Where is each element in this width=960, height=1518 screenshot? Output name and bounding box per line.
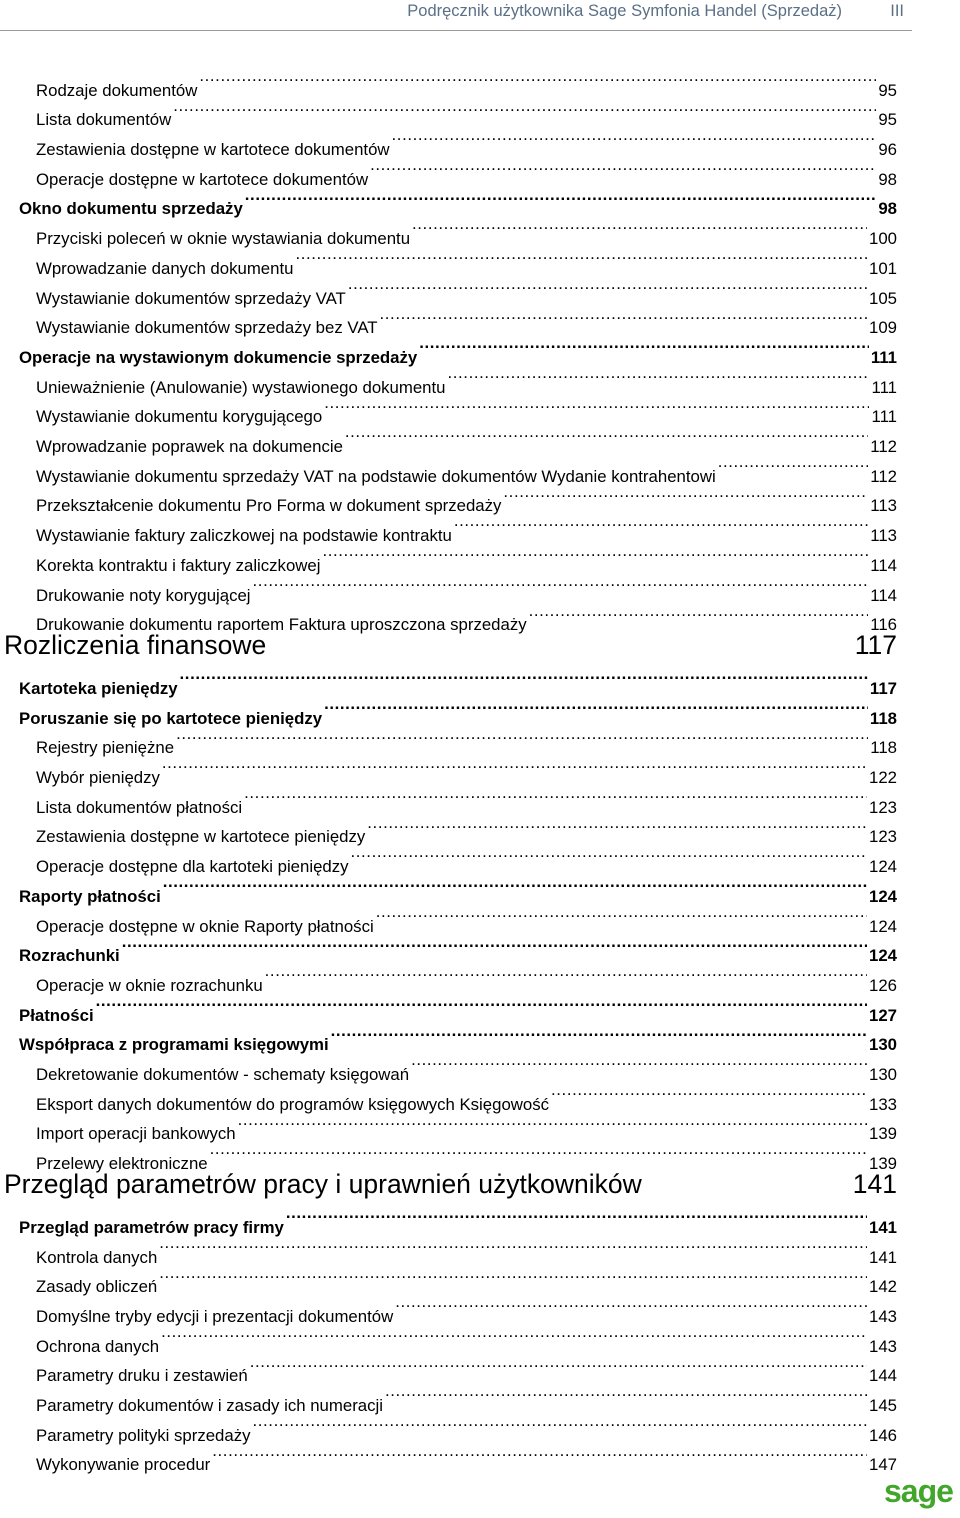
dot-leader (122, 932, 867, 962)
toc-entry-page: 109 (869, 318, 897, 338)
toc-entry-title: Rozrachunki (19, 946, 120, 966)
toc-subsection[interactable] (36, 753, 897, 788)
toc-entry-page: 118 (870, 738, 897, 758)
toc-entry-page: 130 (869, 1035, 897, 1055)
toc-subsection[interactable] (36, 571, 897, 605)
toc-entry-page: 124 (869, 857, 897, 877)
toc-subsection[interactable] (36, 1441, 897, 1475)
dot-leader (250, 1352, 867, 1382)
toc-subsection[interactable] (36, 512, 897, 546)
toc-entry-title: Wprowadzanie poprawek na dokumencie (36, 437, 343, 457)
toc-subsection[interactable] (36, 1411, 897, 1445)
toc-entry-page: 95 (878, 80, 897, 100)
dot-leader (253, 571, 869, 601)
toc-entry-title: Przyciski poleceń w oknie wystawiania dokumentu (36, 229, 411, 249)
dot-leader (351, 843, 867, 873)
toc-entry-title: Drukowanie noty korygującej (36, 585, 251, 605)
dot-leader (322, 541, 868, 571)
toc-section[interactable] (19, 991, 897, 1025)
dot-leader (551, 1080, 867, 1110)
toc-subsection[interactable] (36, 125, 897, 160)
toc-subsection[interactable] (36, 1263, 897, 1297)
toc-entry-title: Wykonywanie procedur (36, 1455, 211, 1475)
toc-entry-page: 146 (869, 1425, 897, 1445)
dot-leader (286, 1203, 867, 1233)
toc-subsection[interactable] (36, 274, 897, 308)
toc-entry-title: Parametry polityki sprzedaży (36, 1425, 251, 1445)
toc-subsection[interactable] (36, 482, 897, 516)
toc-subsection[interactable] (36, 783, 897, 817)
toc-section[interactable] (19, 664, 897, 698)
toc-entry-title: Wybór pieniędzy (36, 768, 160, 788)
toc-entry-page: 130 (869, 1065, 897, 1085)
toc-entry-title: Współpraca z programami księgowymi (19, 1035, 329, 1055)
toc-entry-title: Operacje dostępne w oknie Raporty płatności (36, 916, 374, 936)
toc-entry-page: 143 (869, 1306, 897, 1326)
toc-chapter[interactable] (4, 624, 897, 666)
toc-subsection[interactable] (36, 1050, 897, 1085)
dot-leader (370, 155, 876, 185)
toc-entry-title: Raporty płatności (19, 886, 161, 906)
toc-entry-page: 143 (869, 1336, 897, 1356)
sage-logo-text: sage (884, 1473, 953, 1509)
toc-entry-title: Kontrola danych (36, 1247, 158, 1267)
toc-entry-page: 113 (870, 496, 897, 516)
toc-subsection[interactable] (36, 422, 897, 457)
toc-entry-title: Dekretowanie dokumentów - schematy księgowań (36, 1065, 410, 1085)
dot-leader (411, 1050, 867, 1080)
toc-subsection[interactable] (36, 66, 897, 100)
toc-entry-page: 100 (869, 229, 897, 249)
toc-entry-page: 139 (869, 1154, 897, 1174)
toc-entry-title: Parametry dokumentów i zasady ich numeracji (36, 1396, 383, 1416)
toc-entry-page: 118 (869, 708, 897, 728)
dot-leader (176, 724, 868, 754)
dot-leader (718, 452, 869, 482)
toc-entry-title: Poruszanie się po kartotece pieniędzy (19, 708, 323, 728)
toc-entry-title: Przelewy elektroniczne (36, 1154, 208, 1174)
dot-leader (367, 813, 867, 843)
toc-section[interactable] (19, 872, 897, 906)
toc-subsection[interactable] (36, 452, 897, 486)
toc-entry-page: 117 (869, 678, 897, 698)
dot-leader (161, 1322, 867, 1352)
toc-section[interactable] (19, 1021, 897, 1055)
toc-entry-title: Przekształcenie dokumentu Pro Forma w dokument sprzedaży (36, 496, 502, 516)
toc-subsection[interactable] (36, 304, 897, 338)
toc-subsection[interactable] (36, 1381, 897, 1416)
toc-entry-page: 112 (870, 466, 897, 486)
dot-leader (331, 1021, 867, 1051)
toc-subsection[interactable] (36, 1080, 897, 1114)
toc-entry-page: 123 (869, 827, 897, 847)
toc-entry-page: 133 (869, 1094, 897, 1114)
dot-leader (392, 125, 877, 155)
toc-entry-page: 111 (871, 377, 897, 397)
toc-entry-page: 127 (869, 1005, 897, 1025)
toc-entry-page: 124 (869, 946, 897, 966)
toc-entry-page: 141 (852, 1169, 897, 1200)
toc-entry-title: Korekta kontraktu i faktury zaliczkowej (36, 555, 321, 575)
toc-entry-title: Lista dokumentów płatności (36, 797, 243, 817)
dot-leader (159, 1263, 867, 1293)
toc-entry-page: 98 (878, 199, 897, 219)
toc-entry-title: Rozliczenia finansowe (4, 630, 267, 661)
toc-entry-page: 112 (870, 437, 897, 457)
toc-entry-page: 114 (870, 555, 897, 575)
toc-entry-title: Wystawianie faktury zaliczkowej na podstawie kontraktu (36, 526, 452, 546)
toc-entry-title: Rodzaje dokumentów (36, 80, 198, 100)
toc-subsection[interactable] (36, 813, 897, 847)
toc-entry-page: 98 (878, 169, 897, 189)
toc-subsection[interactable] (36, 1322, 897, 1356)
toc-section[interactable] (19, 1203, 897, 1237)
toc-entry-page: 116 (870, 615, 897, 635)
dot-leader (503, 482, 868, 512)
toc-entry-title: Przegląd parametrów pracy i uprawnień użytkowników (4, 1169, 642, 1200)
page-header (0, 0, 960, 32)
toc-subsection[interactable] (36, 393, 897, 427)
toc-entry-page: 95 (878, 110, 897, 130)
toc-entry-page: 124 (869, 916, 897, 936)
toc-entry-title: Płatności (19, 1005, 94, 1025)
dot-leader (163, 872, 867, 902)
toc-entry-page: 117 (854, 630, 897, 661)
toc-entry-page: 123 (869, 797, 897, 817)
dot-leader (324, 694, 868, 724)
dot-leader (385, 1381, 867, 1411)
sage-logo (882, 1472, 954, 1512)
dot-leader (180, 664, 868, 694)
toc-entry-title: Zestawienia dostępne w kartotece dokumentów (36, 140, 390, 160)
toc-entry-page: 105 (869, 288, 897, 308)
toc-entry-page: 145 (869, 1396, 897, 1416)
toc-entry-title: Wystawianie dokumentu korygującego (36, 407, 323, 427)
toc-entry-title: Drukowanie dokumentu raportem Faktura uproszczona sprzedaży (36, 615, 527, 635)
toc-entry-title: Okno dokumentu sprzedaży (19, 199, 243, 219)
toc-entry-page: 111 (871, 407, 897, 427)
header-page-number: III (890, 2, 904, 20)
toc-entry-page: 101 (869, 258, 897, 278)
toc-subsection[interactable] (36, 96, 897, 130)
toc-entry-page: 124 (869, 886, 897, 906)
toc-subsection[interactable] (36, 1352, 897, 1386)
header-divider (0, 30, 912, 31)
toc-subsection[interactable] (36, 215, 897, 249)
toc-subsection[interactable] (36, 1292, 897, 1326)
dot-leader (324, 393, 869, 423)
dot-leader (395, 1292, 867, 1322)
toc-section[interactable] (19, 694, 897, 728)
dot-leader (253, 1411, 867, 1441)
toc-entry-page: 113 (870, 526, 897, 546)
toc-subsection[interactable] (36, 843, 897, 877)
toc-subsection[interactable] (36, 1233, 897, 1267)
toc-entry-title: Lista dokumentów (36, 110, 172, 130)
toc-entry-title: Rejestry pieniężne (36, 738, 175, 758)
toc-entry-page: 126 (869, 975, 897, 995)
toc-subsection[interactable] (36, 961, 897, 995)
dot-leader (162, 753, 867, 783)
toc-entry-page: 111 (870, 347, 897, 367)
dot-leader (412, 215, 867, 245)
dot-leader (454, 512, 868, 542)
toc-entry-title: Domyślne tryby edycji i prezentacji dokumentów (36, 1306, 394, 1326)
toc-entry-page: 96 (878, 140, 897, 160)
toc-entry-title: Przegląd parametrów pracy firmy (19, 1217, 284, 1237)
toc-entry-title: Zasady obliczeń (36, 1277, 158, 1297)
dot-leader (173, 96, 876, 126)
dot-leader (345, 422, 868, 452)
toc-entry-title: Wystawianie dokumentu sprzedaży VAT na podstawie dokumentów Wydanie kontrahentowi (36, 466, 716, 486)
toc-entry-page: 141 (869, 1247, 897, 1267)
dot-leader (212, 1441, 867, 1471)
toc-entry-title: Kartoteka pieniędzy (19, 678, 178, 698)
toc-entry-page: 142 (869, 1277, 897, 1297)
dot-leader (159, 1233, 867, 1263)
dot-leader (244, 783, 867, 813)
toc-subsection[interactable] (36, 902, 897, 936)
toc-subsection[interactable] (36, 541, 897, 575)
toc-entry-title: Wystawianie dokumentów sprzedaży bez VAT (36, 318, 378, 338)
dot-leader (265, 961, 867, 991)
dot-leader (295, 244, 867, 274)
toc-entry-title: Operacje dostępne w kartotece dokumentów (36, 169, 369, 189)
dot-leader (96, 991, 867, 1021)
dot-leader (376, 902, 867, 932)
toc-subsection[interactable] (36, 244, 897, 278)
toc-entry-title: Operacje w oknie rozrachunku (36, 975, 263, 995)
dot-leader (380, 304, 867, 334)
toc-entry-title: Operacje dostępne dla kartoteki pieniędzy (36, 857, 349, 877)
toc-entry-title: Import operacji bankowych (36, 1124, 236, 1144)
toc-chapter[interactable] (4, 1163, 897, 1205)
toc-subsection[interactable] (36, 155, 897, 189)
toc-subsection[interactable] (36, 363, 897, 397)
toc-entry-title: Wystawianie dokumentów sprzedaży VAT (36, 288, 346, 308)
toc-entry-title: Unieważnienie (Anulowanie) wystawionego dokumentu (36, 377, 446, 397)
toc-entry-page: 144 (869, 1366, 897, 1386)
header-title: Podręcznik użytkownika Sage Symfonia Handel (Sprzedaż) (407, 2, 842, 20)
toc-entry-title: Eksport danych dokumentów do programów księgowych Księgowość (36, 1094, 550, 1114)
toc-section[interactable] (19, 185, 897, 219)
toc-entry-title: Parametry druku i zestawień (36, 1366, 248, 1386)
toc-entry-title: Operacje na wystawionym dokumencie sprzedaży (19, 347, 418, 367)
toc-entry-page: 139 (869, 1124, 897, 1144)
dot-leader (199, 66, 876, 96)
toc-subsection[interactable] (36, 724, 897, 758)
toc-entry-title: Zestawienia dostępne w kartotece pieniędzy (36, 827, 366, 847)
dot-leader (245, 185, 877, 215)
toc-entry-title: Ochrona danych (36, 1336, 160, 1356)
dot-leader (448, 363, 870, 393)
dot-leader (238, 1110, 867, 1140)
toc-section[interactable] (19, 932, 897, 966)
toc-entry-page: 122 (869, 768, 897, 788)
toc-entry-page: 141 (869, 1217, 897, 1237)
toc-entry-page: 147 (869, 1455, 897, 1475)
toc-subsection[interactable] (36, 1110, 897, 1144)
dot-leader (419, 333, 869, 363)
dot-leader (348, 274, 867, 304)
toc-section[interactable] (19, 333, 897, 367)
toc-entry-title: Wprowadzanie danych dokumentu (36, 258, 294, 278)
toc-entry-page: 114 (870, 585, 897, 605)
